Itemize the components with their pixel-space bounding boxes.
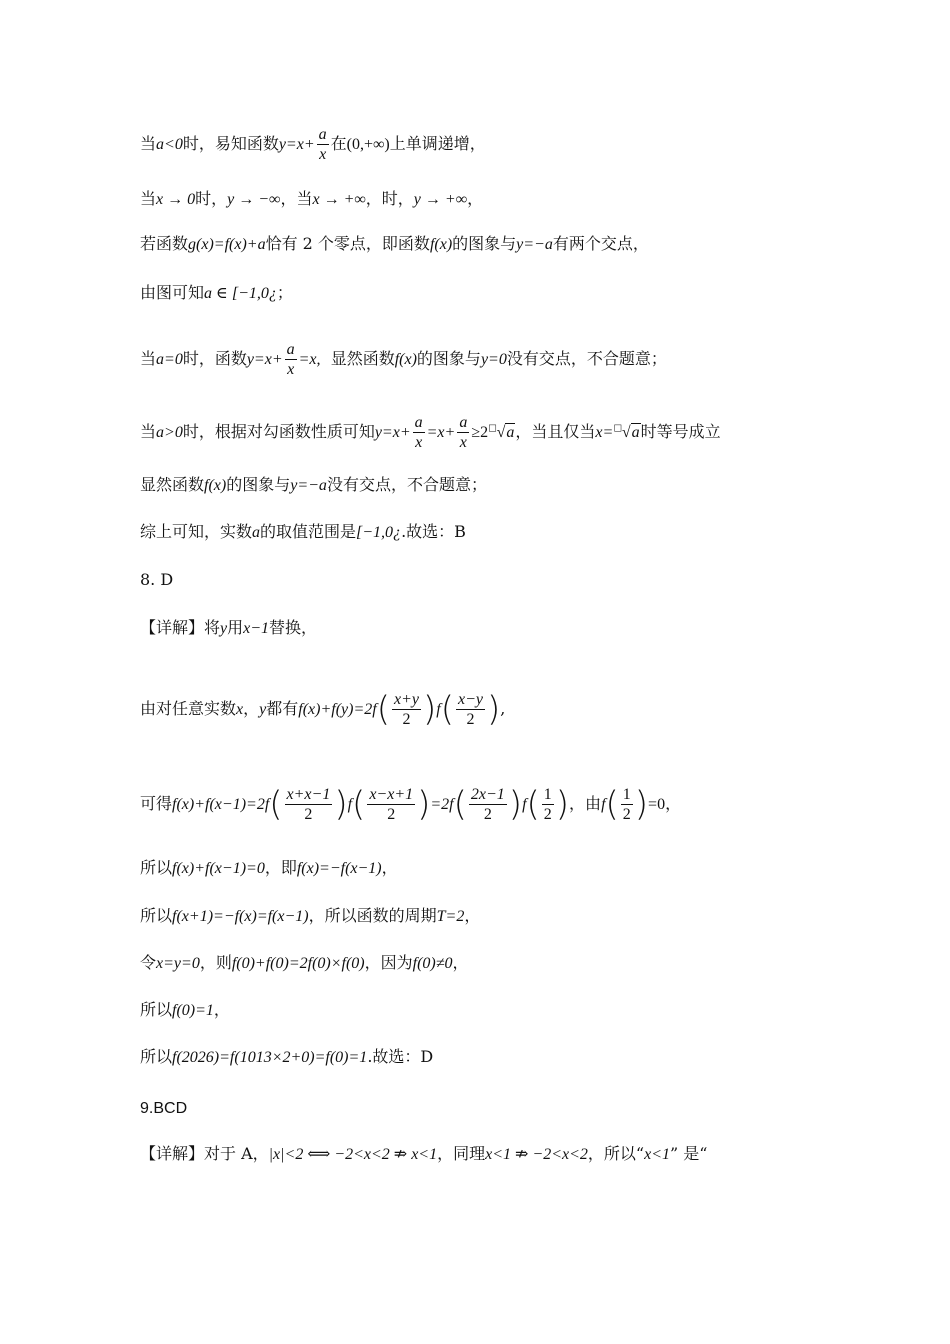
line-substitution: 可得f(x)+f(x−1)=2f( $\frac{x+x-1}{2}$ )f( $\frac{x-x+1}{2}$ )=2f( $\frac{2x-1}{2}$ )f( $\frac{1}{2}$ )，由f( $\frac{1}{2}$ )=0， xyxy=(140,784,682,825)
line-no-intersection: 显然函数f(x)的图象与y=−a没有交点，不合题意； xyxy=(140,475,487,494)
line-limits: 当x → 0时，y → −∞，当x → +∞，时，y → +∞， xyxy=(140,189,484,208)
fraction: $\frac{x-x+1}{2}$ xyxy=(369,786,414,823)
radical-a: a xyxy=(631,424,640,441)
line-period: 所以f(x+1)=−f(x)=f(x−1)，所以函数的周期T=2， xyxy=(140,906,481,925)
line-a-equals-zero: 当a=0时，函数y=x+ $\frac{a}{x}$ =x, 显然函数f(x)的图象与y=0没有交点，不合题意； xyxy=(140,341,667,378)
line-conclusion-8: 所以f(2026)=f(1013×2+0)=f(0)=1.故选：D xyxy=(140,1047,434,1066)
line-detail-8: 【详解】将y用x−1替换， xyxy=(140,618,318,637)
line-monotonic-negative: 当a<0时，易知函数y=x+ $\frac{a}{x}$ 在(0,+∞)上单调递增， xyxy=(140,126,486,163)
line-f0-equals-1: 所以f(0)=1， xyxy=(140,1000,230,1019)
line-a-positive: 当a>0时，根据对勾函数性质可知y=x+ $\frac{a}{x}$ =x+ $\frac{a}{x}$ ≥2□√a，当且仅当x=□√a时等号成立 xyxy=(140,414,721,451)
fraction-x-plus-y-over-2: $\frac{x+y}{2}$ xyxy=(393,691,419,728)
fraction-a-over-x: $\frac{a}{x}$ xyxy=(286,341,295,378)
fraction-x-minus-y-over-2: $\frac{x-y}{2}$ xyxy=(457,691,483,728)
answer-8: 8. D xyxy=(140,570,174,589)
fraction-a-over-x: $\frac{a}{x}$ xyxy=(414,414,423,451)
line-conclusion-7: 综上可知，实数a的取值范围是[−1,0¿.故选：B xyxy=(140,522,466,541)
answer-9: 9.BCD xyxy=(140,1100,188,1117)
fraction-a-over-x: $\frac{a}{x}$ xyxy=(318,126,327,163)
line-range-from-graph: 由图可知a ∈ [−1,0¿； xyxy=(140,283,293,302)
fraction: $\frac{2x-1}{2}$ xyxy=(470,786,505,823)
fraction-a-over-x: $\frac{a}{x}$ xyxy=(459,414,468,451)
line-functional-equation: 由对任意实数x，y都有f(x)+f(y)=2f( $\frac{x+y}{2}$ )f( $\frac{x-y}{2}$ ), xyxy=(140,689,506,730)
fraction-one-half: $\frac{1}{2}$ xyxy=(543,786,552,823)
fraction: $\frac{x+x-1}{2}$ xyxy=(286,786,331,823)
line-sum-zero: 所以f(x)+f(x−1)=0，即f(x)=−f(x−1)， xyxy=(140,858,398,877)
line-two-zeros: 若函数g(x)=f(x)+a恰有 2 个零点，即函数f(x)的图象与y=−a有两个交点， xyxy=(140,234,649,253)
line-let-zero: 令x=y=0，则f(0)+f(0)=2f(0)×f(0)，因为f(0)≠0， xyxy=(140,953,469,972)
line-detail-9: 【详解】对于 A，|x|<2 ⟺ −2<x<2 ⇏ x<1，同理x<1 ⇏ −2<x<2，所以“x<1” 是“ xyxy=(140,1144,708,1163)
radical-a: a xyxy=(506,424,515,441)
fraction-one-half: $\frac{1}{2}$ xyxy=(622,786,631,823)
